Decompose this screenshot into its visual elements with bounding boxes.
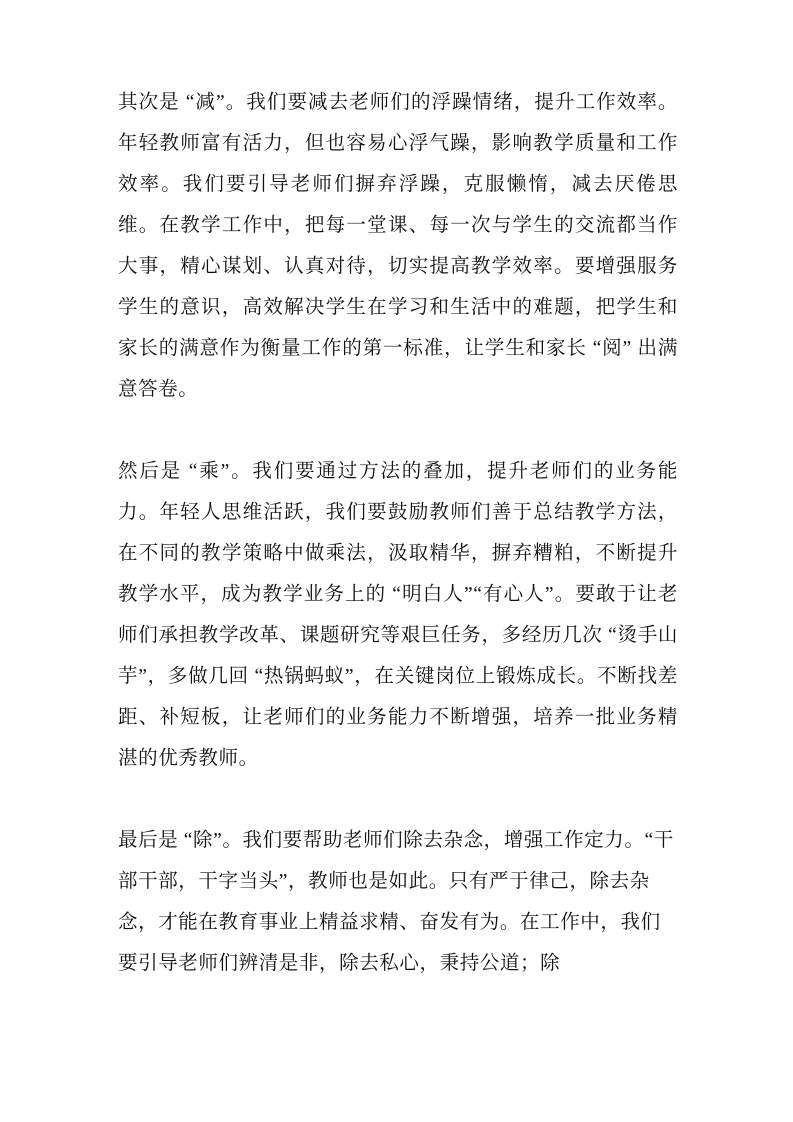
paragraph-3: 最后是 “除”。我们要帮助老师们除去杂念，增强工作定力。“干部干部，干字当头”，教师也是如此。只有严于律己，除去杂念，才能在教育事业上精益求精、奋发有为。在工作中，我们要引导老师们辨清是非，除去私心，秉持公道；除	[118, 830, 674, 974]
document-body	[118, 82, 678, 984]
paragraph-2: 然后是 “乘”。我们要通过方法的叠加，提升老师们的业务能力。年轻人思维活跃，我们要鼓励教师们善于总结教学方法，在不同的教学策略中做乘法，汲取精华，摒弃糟粕，不断提升教学水平，成为教学业务上的 “明白人”“有心人”。要敢于让老师们承担教学改革、课题研究等艰巨任务，多经历几次 “烫手山芋”，多做几回 “热锅蚂蚁”，在关键岗位上锻炼成长。不断找差距、补短板，让老师们的业务能力不断增强，培养一批业务精湛的优秀教师。	[118, 461, 678, 769]
paragraph-1: 其次是 “减”。我们要减去老师们的浮躁情绪，提升工作效率。年轻教师富有活力，但也容易心浮气躁，影响教学质量和工作效率。我们要引导老师们摒弃浮躁，克服懒惰，减去厌倦思维。在教学工作中，把每一堂课、每一次与学生的交流都当作大事，精心谋划、认真对待，切实提高教学效率。要增强服务学生的意识，高效解决学生在学习和生活中的难题，把学生和家长的满意作为衡量工作的第一标准，让学生和家长 “阅” 出满意答卷。	[118, 92, 678, 400]
